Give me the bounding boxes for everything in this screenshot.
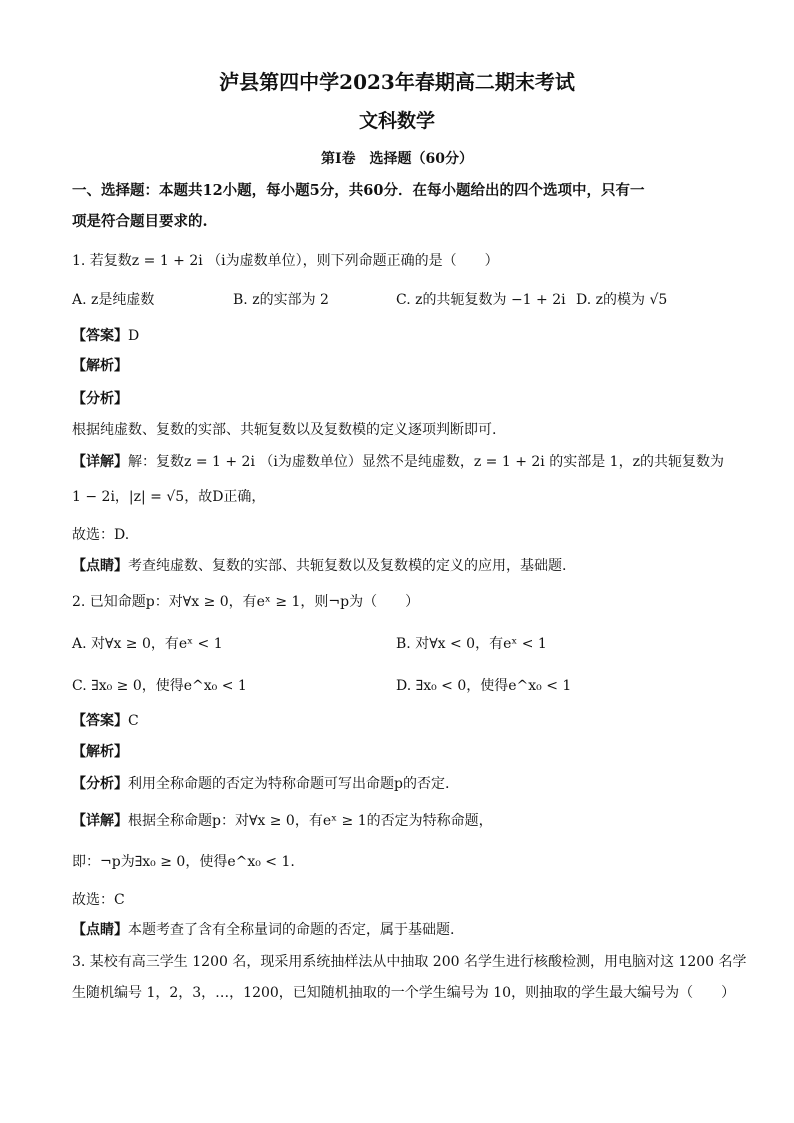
q2-fenxi [72,774,722,794]
answer-tag: 【答案】 [72,328,128,344]
q3-stem-line2: 生随机编号 1，2，3，…，1200，已知随机抽取的一个学生编号为 10，则抽取的学生最大编号为（ ） [72,985,736,1001]
q1-option-c: C. z的共轭复数为 −1 + 2i [396,292,566,308]
q1-stem: 1. 若复数z = 1 + 2i （i为虚数单位），则下列命题正确的是（ ） [72,253,499,269]
q2-option-d: D. ∃x₀ < 0，使得e^x₀ < 1 [396,678,572,694]
q1-detail-line1 [72,452,722,472]
answer-tag: 【答案】 [72,713,128,729]
fenxi-text: 利用全称命题的否定为特称命题可写出命题p的否定. [128,776,450,792]
q1-option-b: B. z的实部为 2 [233,292,329,308]
fenxi-tag: 【分析】 [72,776,128,792]
dianjing-tag: 【点睛】 [72,922,128,938]
detail-tag: 【详解】 [72,813,128,829]
q1-fenxi-tag: 【分析】 [72,391,128,407]
dianjing-text: 本题考查了含有全称量词的命题的否定，属于基础题. [128,922,455,938]
q2-choose: 故选：C [72,892,125,908]
dianjing-text: 考查纯虚数、复数的实部、共轭复数以及复数模的定义的应用，基础题. [128,558,567,574]
volume-heading: 第I卷 选择题（60分） [320,151,474,167]
detail-text: 根据全称命题p：对∀x ≥ 0，有eˣ ≥ 1的否定为特称命题， [128,813,493,829]
q2-option-a: A. 对∀x ≥ 0，有eˣ < 1 [72,636,223,652]
section-instruction-line2: 项是符合题目要求的. [72,213,208,230]
answer-value: C [128,713,139,729]
section-instruction-line1: 一、选择题：本题共12小题，每小题5分，共60分．在每小题给出的四个选项中，只有一 [72,182,645,199]
q1-option-d: D. z的模为 √5 [576,292,668,308]
q1-detail-line2: 1 − 2i，|z| = √5，故D正确， [72,489,266,505]
q2-option-c: C. ∃x₀ ≥ 0，使得e^x₀ < 1 [72,678,247,694]
q1-option-a: A. z是纯虚数 [72,292,155,308]
q2-dianjing [72,920,722,940]
q1-fenxi: 根据纯虚数、复数的实部、共轭复数以及复数模的定义逐项判断即可. [72,422,497,438]
q1-analysis-tag: 【解析】 [72,358,128,374]
q2-detail-line1 [72,811,722,831]
q3-stem-line1: 3. 某校有高三学生 1200 名，现采用系统抽样法从中抽取 200 名学生进行核酸检测，用电脑对这 1200 名学 [72,954,747,970]
exam-title: 泸县第四中学2023年春期高二期末考试 [219,70,575,94]
q2-answer [72,711,722,731]
q1-choose: 故选：D. [72,527,130,543]
dianjing-tag: 【点睛】 [72,558,128,574]
detail-tag: 【详解】 [72,454,128,470]
q1-answer [72,326,722,346]
q2-analysis-tag: 【解析】 [72,744,128,760]
q2-stem: 2. 已知命题p：对∀x ≥ 0，有eˣ ≥ 1，则¬p为（ ） [72,594,420,610]
subject-title: 文科数学 [358,110,435,132]
q2-detail-line2: 即：¬p为∃x₀ ≥ 0，使得e^x₀ < 1. [72,854,295,870]
q2-option-b: B. 对∀x < 0，有eˣ < 1 [396,636,547,652]
detail-text: 解：复数z = 1 + 2i （i为虚数单位）显然不是纯虚数，z = 1 + 2i 的实部是 1，z的共轭复数为 [128,454,724,470]
answer-value: D [128,328,140,344]
q1-dianjing [72,556,722,576]
